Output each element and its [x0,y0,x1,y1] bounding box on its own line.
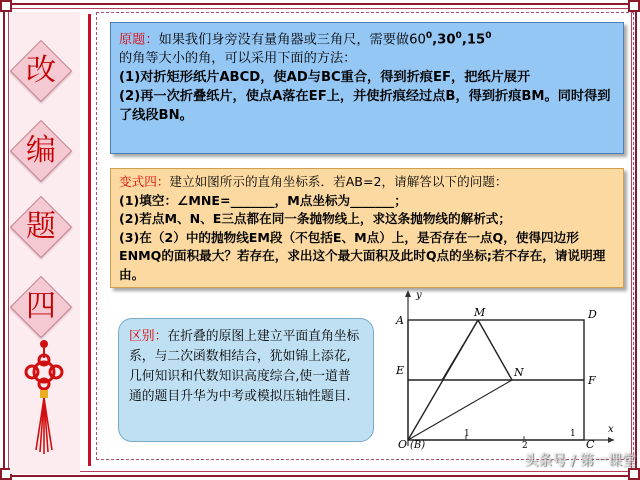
vertical-divider [88,14,91,466]
side-title-diamond [10,120,72,182]
variant-q2: (2)若点M、N、E三点都在同一条抛物线上，求这条抛物线的解析式； [119,211,511,226]
variant-intro: 建立如图所示的直角坐标系．若AB=2，请解答以下的问题： [169,174,508,189]
side-title-diamond [10,40,72,102]
side-title-char: 改 [26,53,56,88]
watermark: 头条号 / 第一课堂 [524,453,636,469]
chinese-knot-icon [16,338,72,458]
label-e: E [396,364,405,377]
label-d: D [588,308,597,321]
difference-label: 区别： [129,329,168,344]
side-title-char: 题 [26,209,56,244]
label-a: A [396,314,404,327]
label-y: y [416,290,422,301]
original-problem-text: 如果我们身旁没有量角器或三角尺，需要做60 [158,32,426,48]
label-b: (B) [410,440,426,451]
original-problem-line2: 的角等大小的角，可以采用下面的方法： [119,51,357,67]
label-o: O [398,438,408,451]
corner-ornament [0,0,12,12]
degree-sup: 0 [455,31,462,41]
label-c: C [586,438,595,451]
y-axis-arrow [405,290,411,297]
degree-sup: 0 [485,31,492,41]
variant-label: 变式四： [119,174,170,189]
variant-q3: (3)在（2）中的抛物线EM段（不包括E、M点）上，是否存在一点Q，使得四边形ENMQ的面积最大？若存在，求出这个最大面积及此时Q点的坐标;若不存在，请说明理由。 [119,229,606,282]
side-title-char: 编 [26,133,56,168]
label-x: x [608,424,614,435]
segment-bn [408,380,512,440]
side-title-char: 四 [26,289,56,324]
original-problem-box [110,22,624,154]
segment-mn [478,320,512,380]
label-m: M [474,306,486,319]
tick-label-x1: 1 [464,429,470,439]
variant-problem-box [110,168,624,288]
corner-ornament [628,0,640,12]
difference-box [118,318,374,442]
side-title-diamond [10,276,72,338]
difference-text: 在折叠的原图上建立平面直角坐标系，与二次函数相结合，犹如锦上添花,几何知识和代数知识高度综合,使一道普通的题目升华为中考或模拟压轴性题目. [129,329,360,404]
original-problem-step2: (2)再一次折叠纸片，使点A落在EF上，并使折痕经过点B，得到折痕BM。同时得到了线段BN。 [119,89,611,124]
label-f: F [588,374,596,387]
x-axis-arrow [608,437,614,443]
angle-value: ,30 [432,32,456,48]
angle-value: ,15 [461,32,486,48]
tick-label-x2: 2 [522,441,528,451]
label-n: N [514,366,524,379]
degree-sup: 0 [425,31,433,41]
segment-em [442,320,478,380]
side-title-diamond [10,196,72,258]
original-problem-step1: (1)对折矩形纸片ABCD，使AD与BC重合，得到折痕EF，把纸片展开 [119,70,531,86]
variant-q1: (1)填空：∠MNE=_______，M点坐标为_______； [119,192,407,208]
original-problem-label: 原题： [119,32,159,48]
tick-label-y1: 1 [570,429,576,439]
coordinate-graph [384,286,620,456]
